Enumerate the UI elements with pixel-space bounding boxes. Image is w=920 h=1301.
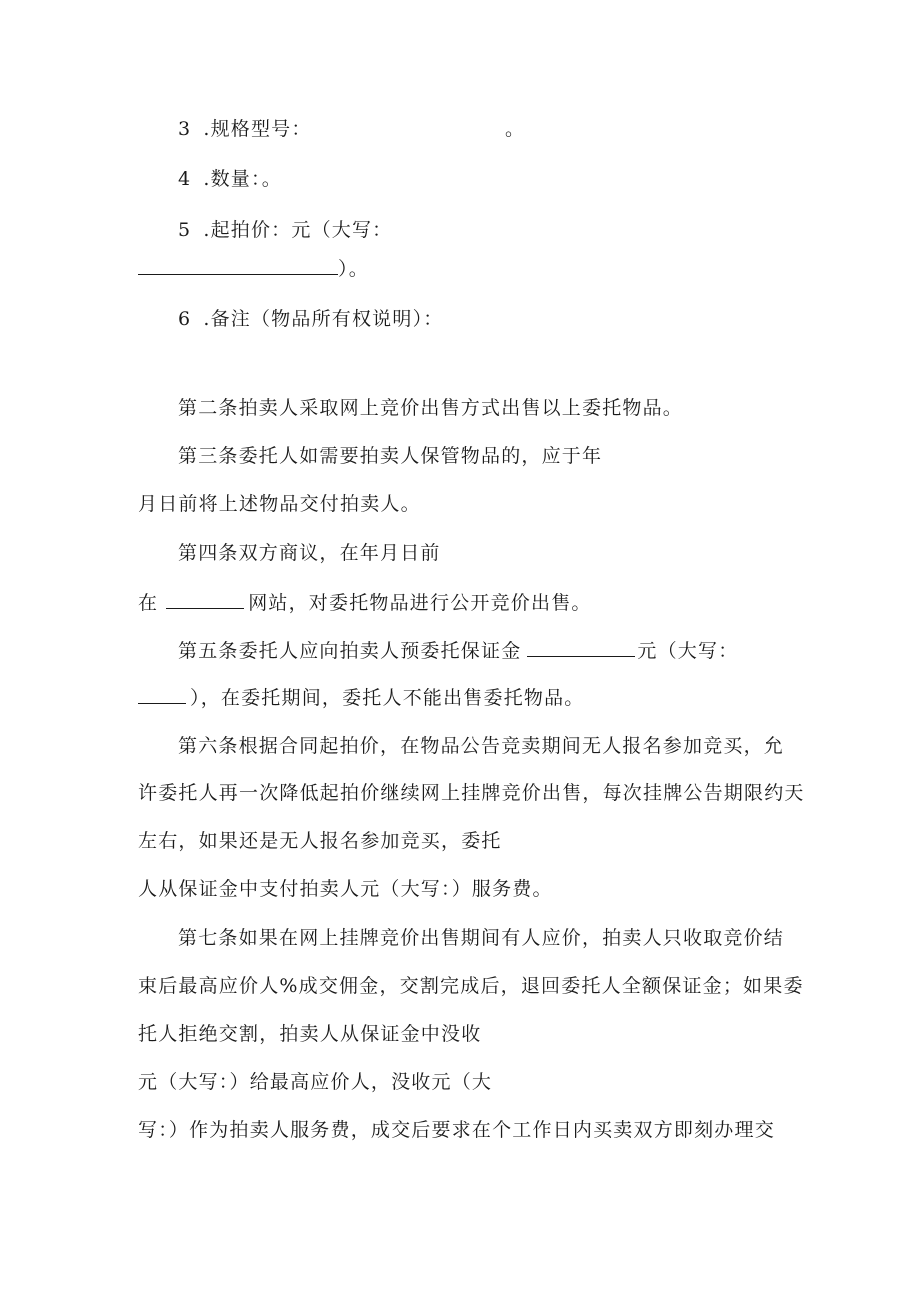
- item-cont-end: ）。: [338, 258, 369, 280]
- item-number: 4: [178, 168, 191, 190]
- article-7-line1: 第七条如果在网上挂牌竞价出售期间有人应价，拍卖人只收取竞价结: [178, 927, 785, 949]
- item-number: 6: [178, 308, 191, 330]
- article-7-line5: 写：）作为拍卖人服务费，成交后要求在个工作日内买卖双方即刻办理交: [138, 1119, 775, 1141]
- article-5-line2: [138, 685, 585, 710]
- item-start-price-cont: [138, 256, 369, 281]
- item-label: .规格型号：: [203, 118, 312, 140]
- item-spec-end: 。: [505, 118, 526, 140]
- item-number: 3: [178, 118, 191, 140]
- blank-underline: [138, 685, 186, 704]
- article-4-line1: 第四条双方商议，在年月日前: [178, 542, 441, 564]
- article-6-line1: 第六条根据合同起拍价，在物品公告竞卖期间无人报名参加竞买，允: [178, 735, 785, 757]
- article-7-line3: 托人拒绝交割，拍卖人从保证金中没收: [138, 1023, 482, 1045]
- article-2: 第二条拍卖人采取网上竞价出售方式出售以上委托物品。: [178, 397, 684, 419]
- item-spec: [178, 117, 312, 141]
- article-7-line2: 束后最高应价人%成交佣金，交割完成后，退回委托人全额保证金；如果委: [138, 975, 804, 997]
- article-6-line2: 许委托人再一次降低起拍价继续网上挂牌竞价出售，每次挂牌公告期限约天: [138, 782, 805, 804]
- article-4-post: 网站，对委托物品进行公开竞价出售。: [248, 592, 592, 614]
- item-label: .备注（物品所有权说明）：: [203, 308, 444, 330]
- article-5-pre: 第五条委托人应向拍卖人预委托保证金: [178, 640, 522, 662]
- item-quantity: [178, 167, 282, 191]
- blank-underline: [166, 590, 244, 609]
- blank-underline: [138, 256, 338, 275]
- article-5-line1: [178, 638, 738, 663]
- article-3-line1: 第三条委托人如需要拍卖人保管物品的，应于年: [178, 445, 603, 467]
- article-6-line4: 人从保证金中支付拍卖人元（大写：）服务费。: [138, 878, 553, 900]
- item-start-price: [178, 218, 392, 242]
- item-label: .起拍价：元（大写：: [203, 219, 393, 241]
- blank-underline: [527, 638, 635, 657]
- item-label: .数量：: [203, 168, 262, 190]
- article-5-line2-text: ），在委托期间，委托人不能出售委托物品。: [190, 687, 585, 709]
- article-6-line3: 左右，如果还是无人报名参加竞买，委托: [138, 830, 502, 852]
- article-5-post: 元（大写：: [637, 640, 739, 662]
- article-3-line2: 月日前将上述物品交付拍卖人。: [138, 493, 421, 515]
- article-4-pre: 在: [138, 592, 159, 614]
- article-4-line2: [138, 590, 592, 615]
- item-number: 5: [178, 219, 191, 241]
- item-remarks: [178, 307, 443, 331]
- item-end: 。: [261, 168, 282, 190]
- article-7-line4: 元（大写：）给最高应价人，没收元（大: [138, 1071, 493, 1093]
